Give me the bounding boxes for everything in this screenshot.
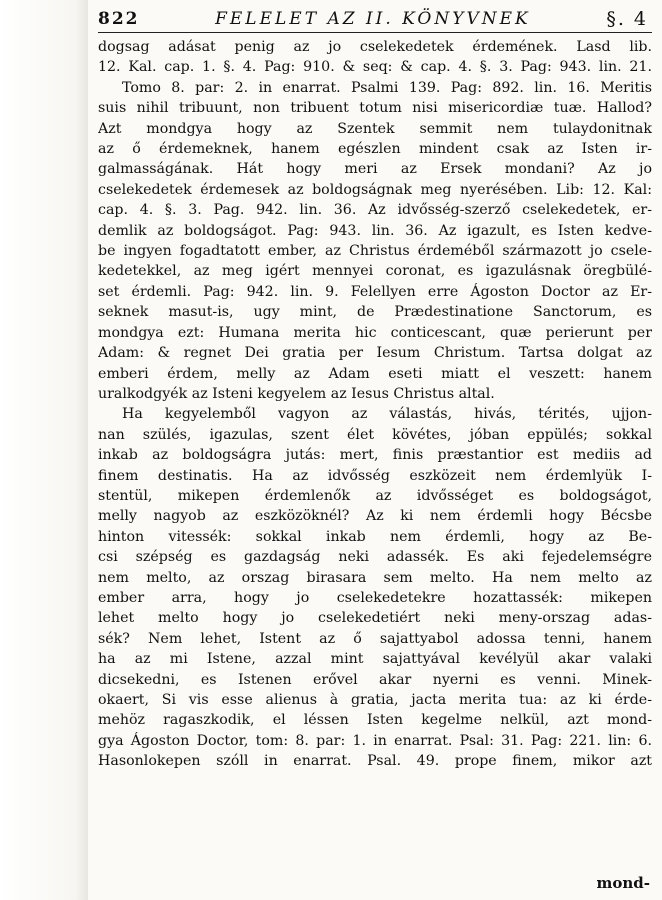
text-line: uralkodgyék az Isteni kegyelem az Iesus Christus altal. — [98, 385, 495, 402]
text-line: set érdemli. Pag: 942. lin. 9. Felellyen erre Ágoston Doctor az Er- — [98, 283, 652, 300]
text-line: lehet melto hogy jo cselekedetiért neki meny-orszag adas- — [98, 610, 652, 627]
text-line: emberi érdem, melly az Adam eseti miatt el veszett: hanem — [98, 365, 652, 382]
body-text — [98, 37, 652, 772]
text-line: suis nihil tribuunt, non tribuent totum nisi misericordiæ tuæ. Hallod? — [98, 100, 652, 117]
text-line: Adam: & regnet Dei gratia per Iesum Christum. Tartsa dolgat az — [98, 345, 652, 362]
text-line: mehöz ragaszkodik, el léssen Isten kegelme nelkül, azt mond- — [98, 712, 652, 729]
text-line: az ő érdemeknek, hanem egészlen mindent csak az Isten ir- — [98, 141, 652, 158]
text-line: okaert, Si vis esse alienus à gratia, jacta merita tua: az ki érde- — [98, 692, 652, 708]
text-line: gya Ágoston Doctor, tom: 8. par: 1. in enarrat. Psal: 31. Pag: 221. lin: 6. — [98, 732, 652, 749]
page-number: 822 — [98, 9, 140, 29]
text-line: ember arra, hogy jo cselekedetekre hozattassék: mikepen — [98, 589, 652, 606]
text-line: ha az mi Istene, azzal mint sajattyával kevélyül akar valaki — [98, 651, 652, 668]
text-line: hinton vitessék: sokkal inkab nem érdemli, hogy az Be- — [98, 528, 652, 545]
text-line: nem melto, az orszag birasara sem melto. Ha nem melto az — [98, 569, 652, 586]
text-line: finem destinatis. Ha az idvősség eszközeit nem érdemlyük I- — [98, 467, 652, 484]
text-line: nan szülés, igazulas, szent élet kövétes, jóban eppülés; sokkal — [98, 426, 652, 443]
text-line: csi szépség es gazdagság neki adassék. Es aki fejedelemségre — [98, 549, 652, 566]
text-line: cap. 4. §. 3. Pag. 942. lin. 36. Az idvősség-szerző cselekedetek, er- — [98, 202, 652, 219]
text-line: galmasságának. Hát hogy meri az Ersek mondani? Az jo — [98, 161, 652, 178]
text-line: stentül, mikepen érdemlenők az idvősséget es boldogságot, — [98, 487, 652, 504]
text-line: seknek masut-is, ugy mint, de Prædestinatione Sanctorum, es — [98, 304, 652, 321]
text-line: cselekedetek érdemesek az boldogságnak meg nyerésében. Lib: 12. Kal: — [98, 181, 652, 198]
running-title: FELELET AZ II. KÖNYVNEK — [215, 9, 531, 29]
text-line: Ha kegyelemből vagyon az válastás, hivás, térités, ujjon- — [122, 406, 652, 423]
text-line: inkab az boldogságra jutás: mert, finis præstantior est mediis ad — [98, 447, 652, 464]
text-line: Azt mondgya hogy az Szentek semmit nem tulaydonitnak — [98, 120, 652, 137]
text-line: dicsekedni, es Istenen erővel akar nyerni es venni. Minek- — [98, 671, 652, 688]
text-line: Tomo 8. par: 2. in enarrat. Psalmi 139. Pag: 892. lin. 16. Meritis — [122, 79, 652, 96]
text-line: sék? Nem lehet, Istent az ő sajattyabol adossa tenni, hanem — [98, 630, 652, 647]
text-line: be ingyen fogadtatott ember, az Christus érdeméből származott jo csele- — [98, 243, 652, 260]
catchword: mond- — [596, 874, 650, 892]
text-line: mondgya ezt: Humana merita hic conticescant, quæ perierunt per — [98, 324, 652, 341]
text-line: demlik az boldogságot. Pag: 943. lin. 36. Az igazult, es Isten kedve- — [98, 222, 652, 239]
text-line: dogsag adásat penig az jo cselekedetek érdemének. Lasd lib. — [98, 39, 652, 55]
text-line: Hasonlokepen szóll in enarrat. Psal. 49. prope finem, mikor azt — [98, 753, 652, 770]
text-line: 12. Kal. cap. 1. §. 4. Pag: 910. & seq: & cap. 4. §. 3. Pag: 943. lin. 21. — [98, 59, 652, 76]
running-header — [98, 6, 652, 33]
text-line: kedetekkel, az meg igért mennyei coronat, es igazulásnak öregbülé- — [98, 263, 652, 280]
text-line: melly nagyob az eszközöknél? Az ki nem érdemli hogy Bécsbe — [98, 508, 652, 525]
section-mark: §. 4 — [606, 8, 648, 30]
